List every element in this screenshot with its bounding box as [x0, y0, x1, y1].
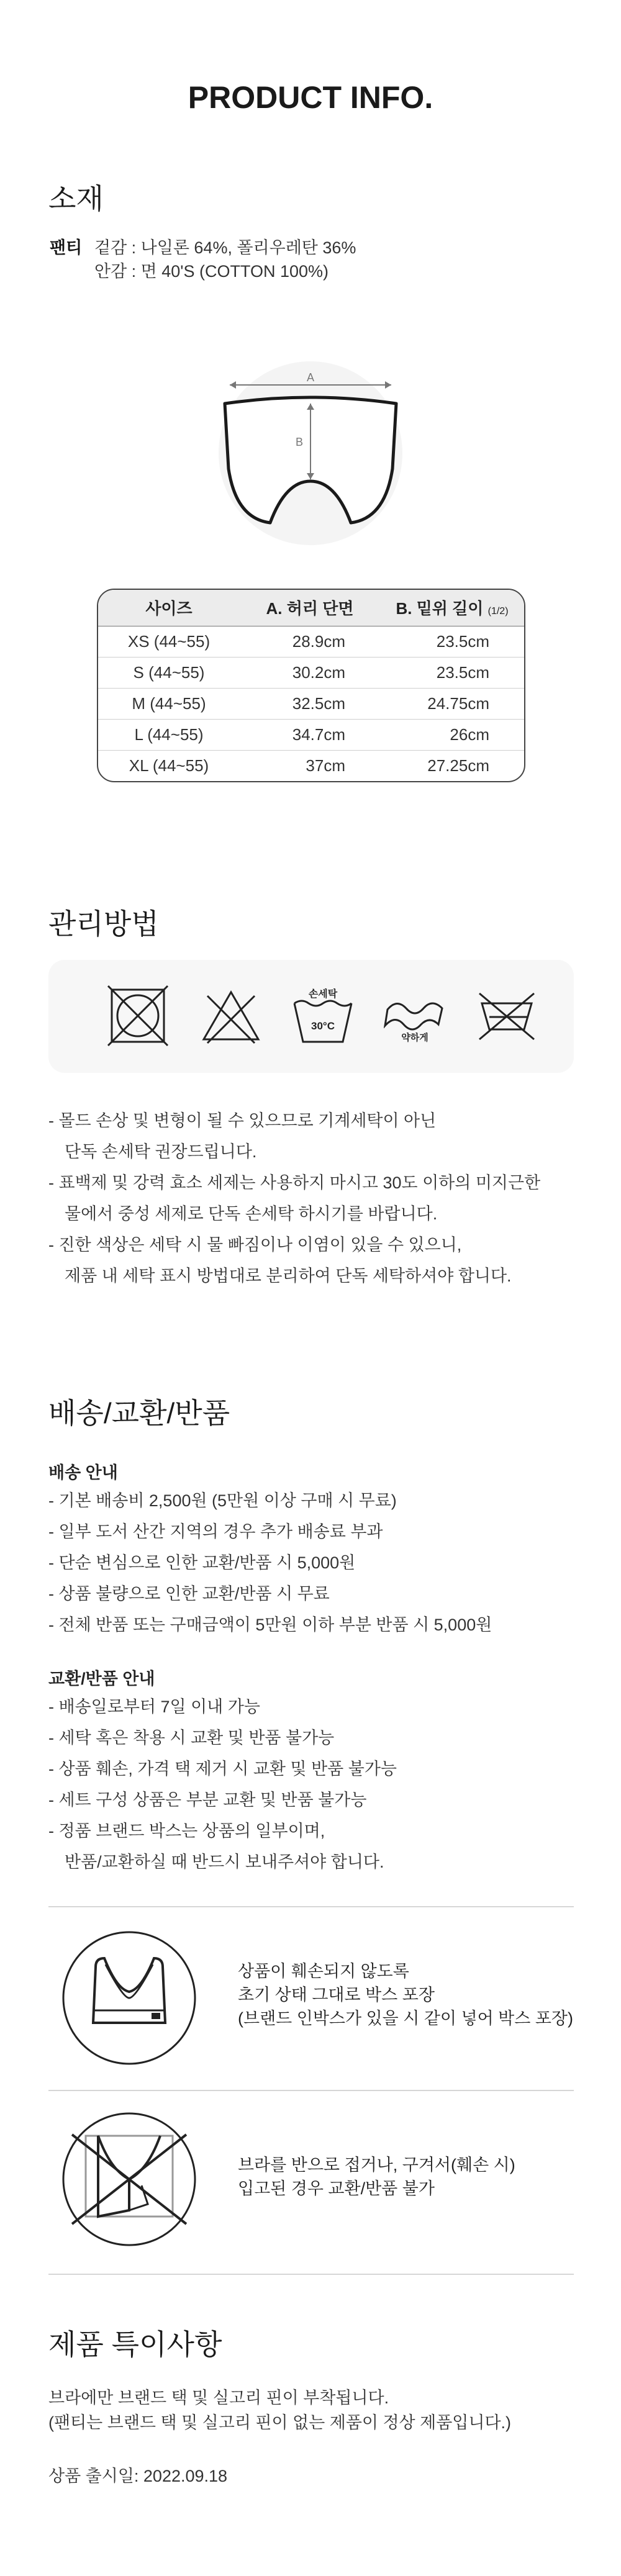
care-note-3-cont: 제품 내 세탁 표시 방법대로 분리하여 단독 세탁하셔야 합니다. — [65, 1267, 512, 1285]
list-item: - 상품 불량으로 인한 교환/반품 시 무료 — [48, 1584, 330, 1603]
list-item: - 세트 구성 상품은 부분 교환 및 반품 불가능 — [48, 1791, 367, 1809]
size-table — [97, 589, 525, 782]
special-notes — [48, 2385, 511, 2435]
exchange-title: 교환/반품 안내 — [48, 1670, 155, 1688]
panty-size-diagram — [217, 360, 404, 546]
hand-wash-30-icon — [292, 985, 354, 1047]
packed-bra-icon — [61, 1930, 197, 2066]
care-symbols-panel — [48, 960, 574, 1073]
care-heading: 관리방법 — [48, 908, 159, 940]
shipping-heading: 배송/교환/반품 — [48, 1397, 230, 1429]
list-item: - 상품 훼손, 가격 택 제거 시 교환 및 반품 불가능 — [48, 1760, 397, 1778]
release-date: 상품 출시일: 2022.09.18 — [48, 2467, 228, 2485]
list-item: - 단순 변심으로 인한 교환/반품 시 5,000원 — [48, 1553, 356, 1572]
header-rise: B. 밑위 길이 (1/2) — [380, 590, 524, 626]
no-iron-icon — [476, 985, 538, 1047]
hand-wash-label: 손세탁 — [308, 989, 338, 1000]
header-rise-note: (1/2) — [487, 606, 509, 617]
list-item: - 배송일로부터 7일 이내 가능 — [48, 1697, 260, 1716]
table-row: S (44~55) 30.2cm 23.5cm — [98, 657, 524, 688]
material-heading: 소재 — [48, 183, 104, 215]
pack-ok-text: 상품이 훼손되지 않도록 초기 상태 그대로 박스 포장 (브랜드 인박스가 있을 시 같이 넣어 박스 포장) — [238, 1962, 573, 2028]
special-note-2: (팬티는 브랜드 택 및 실고리 핀이 없는 제품이 정상 제품입니다.) — [48, 2413, 512, 2432]
care-note-1-cont: 단독 손세탁 권장드립니다. — [65, 1142, 257, 1161]
care-note-3: - 진한 색상은 세탁 시 물 빠짐이나 이염이 있을 수 있으니, — [48, 1236, 462, 1254]
delivery-list — [48, 1485, 492, 1640]
care-notes — [48, 1105, 540, 1291]
list-item: - 기본 배송비 2,500원 (5만원 이상 구매 시 무료) — [48, 1491, 397, 1510]
temp-label: 30°C — [311, 1020, 335, 1032]
pack-ng-text: 브라를 반으로 접거나, 구겨서(훼손 시) 입고된 경우 교환/반품 불가 — [238, 2156, 515, 2198]
no-tumble-dry-icon — [107, 985, 169, 1047]
list-item: - 전체 반품 또는 구매금액이 5만원 이하 부분 반품 시 5,000원 — [48, 1616, 492, 1634]
special-note-1: 브라에만 브랜드 택 및 실고리 핀이 부착됩니다. — [48, 2388, 389, 2407]
material-label: 팬티 — [50, 238, 83, 257]
divider — [48, 2090, 574, 2091]
header-waist: A. 허리 단면 — [240, 590, 380, 626]
care-note-2-cont: 물에서 중성 세제로 단독 손세탁 하시기를 바랍니다. — [65, 1204, 438, 1223]
table-row: XL (44~55) 37cm 27.25cm — [129, 756, 489, 775]
care-note-2: - 표백제 및 강력 효소 세제는 사용하지 마시고 30도 이하의 미지근한 — [48, 1173, 541, 1192]
list-item: - 정품 브랜드 박스는 상품의 일부이며, — [48, 1822, 325, 1840]
size-table-header — [98, 590, 524, 626]
material-outer: 겉감 : 나일론 64%, 폴리우레탄 36% — [94, 238, 356, 257]
material-info — [50, 236, 356, 283]
no-bleach-icon — [200, 985, 262, 1047]
care-note-1: - 몰드 손상 및 변형이 될 수 있으므로 기계세탁이 아닌 — [48, 1111, 437, 1130]
table-row: L (44~55) 34.7cm 26cm — [98, 719, 524, 750]
gentle-wring-icon — [384, 985, 446, 1047]
exchange-list — [48, 1691, 397, 1878]
gentle-label: 약하게 — [401, 1033, 428, 1043]
folded-bra-icon — [61, 2111, 197, 2248]
list-item: - 일부 도서 산간 지역의 경우 추가 배송료 부과 — [48, 1522, 383, 1541]
delivery-title: 배송 안내 — [48, 1463, 118, 1482]
header-size: 사이즈 — [98, 590, 240, 626]
table-row: M (44~55) 32.5cm 24.75cm — [98, 688, 524, 719]
special-heading: 제품 특이사항 — [48, 2328, 222, 2361]
page-title: PRODUCT INFO. — [188, 80, 433, 115]
diagram-label-b: B — [295, 436, 304, 448]
divider — [48, 2274, 574, 2275]
table-row: XS (44~55) 28.9cm 23.5cm — [98, 626, 524, 657]
divider — [48, 1906, 574, 1907]
diagram-label-a: A — [306, 371, 315, 384]
list-item-cont: 반품/교환하실 때 반드시 보내주셔야 합니다. — [65, 1853, 384, 1871]
material-inner: 안감 : 면 40'S (COTTON 100%) — [94, 262, 329, 281]
list-item: - 세탁 혹은 착용 시 교환 및 반품 불가능 — [48, 1729, 335, 1747]
